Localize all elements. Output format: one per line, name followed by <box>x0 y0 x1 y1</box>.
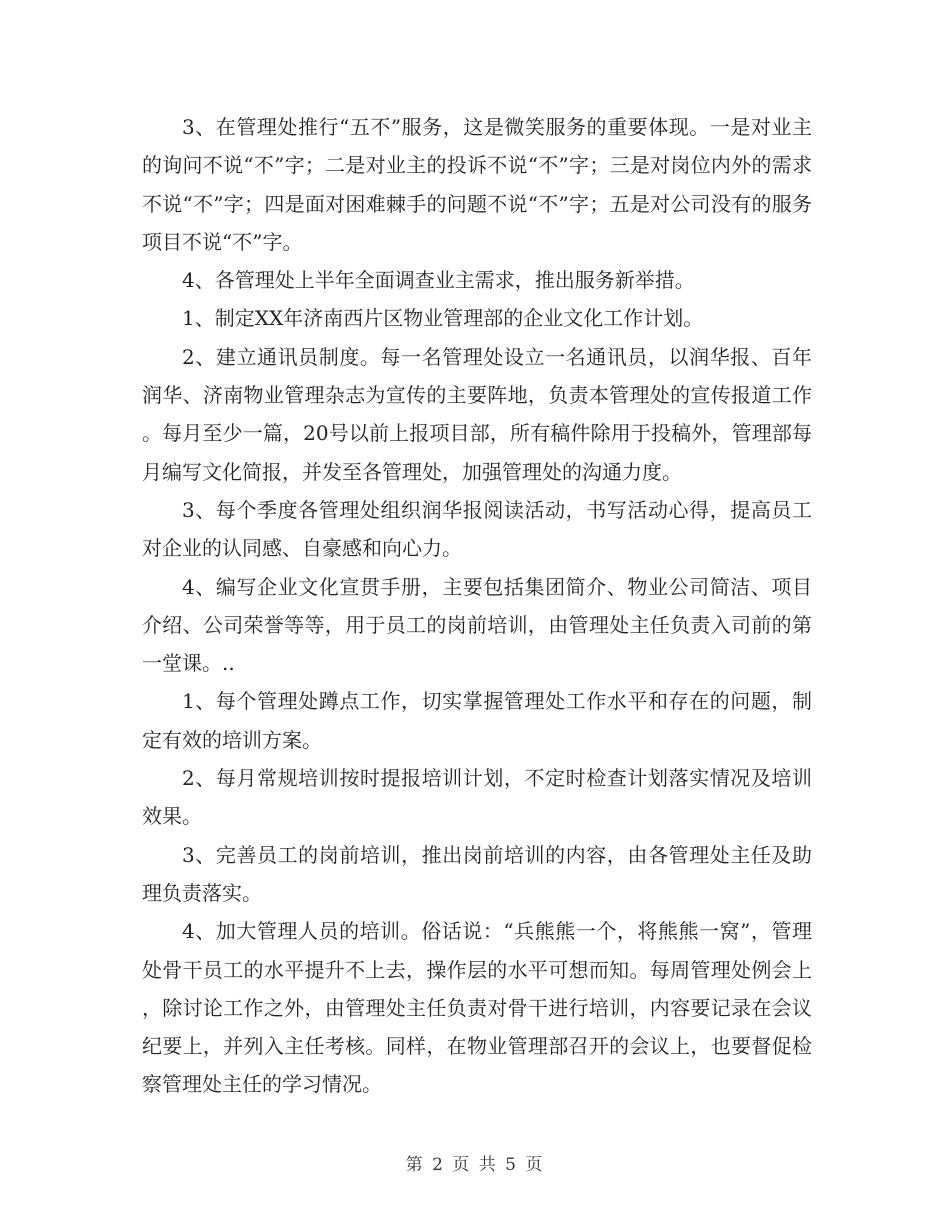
paragraph: 4、编写企业文化宣贯手册，主要包括集团简介、物业公司简洁、项目介绍、公司荣誉等等，用于员工的岗前培训，由管理处主任负责入司前的第一堂课。.. <box>142 574 812 676</box>
page-number-footer: 第 2 页 共 5 页 <box>405 1155 545 1175</box>
paragraph: 1、每个管理处蹲点工作，切实掌握管理处工作水平和存在的问题，制定有效的培训方案。 <box>142 689 812 752</box>
paragraph: 4、各管理处上半年全面调查业主需求，推出服务新举措。 <box>182 268 695 293</box>
paragraph: 2、建立通讯员制度。每一名管理处设立一名通讯员，以润华报、百年润华、济南物业管理杂志为宣传的主要阵地，负责本管理处的宣传报道工作。每月至少一篇，20号以前上报项目部，所有稿件除用于投稿外，管理部每月编写文化简报，并发至各管理处，加强管理处的沟通力度。 <box>142 344 812 484</box>
paragraph: 1、制定XX年济南西片区物业管理部的企业文化工作计划。 <box>182 306 704 331</box>
paragraph: 3、每个季度各管理处组织润华报阅读活动，书写活动心得，提高员工对企业的认同感、自豪感和向心力。 <box>142 497 812 561</box>
paragraph: 3、完善员工的岗前培训，推出岗前培训的内容，由各管理处主任及助理负责落实。 <box>142 842 812 905</box>
paragraph: 3、在管理处推行“五不”服务，这是微笑服务的重要体现。一是对业主的询问不说“不”字；二是对业主的投诉不说“不”字；三是对岗位内外的需求不说“不”字；四是面对困难棘手的问题不说“不”字；五是对公司没有的服务项目不说“不”字。 <box>142 115 812 254</box>
document-body <box>142 108 812 1104</box>
paragraph: 2、每月常规培训按时提报培训计划，不定时检查计划落实情况及培训效果。 <box>142 766 812 829</box>
paragraph: 4、加大管理人员的培训。俗话说：“兵熊熊一个，将熊熊一窝”，管理处骨干员工的水平提升不上去，操作层的水平可想而知。每周管理处例会上，除讨论工作之外，由管理处主任负责对骨干进行培训，内容要记录在会议纪要上，并列入主任考核。同样，在物业管理部召开的会议上，也要督促检察管理处主任的学习情况。 <box>142 919 812 1097</box>
